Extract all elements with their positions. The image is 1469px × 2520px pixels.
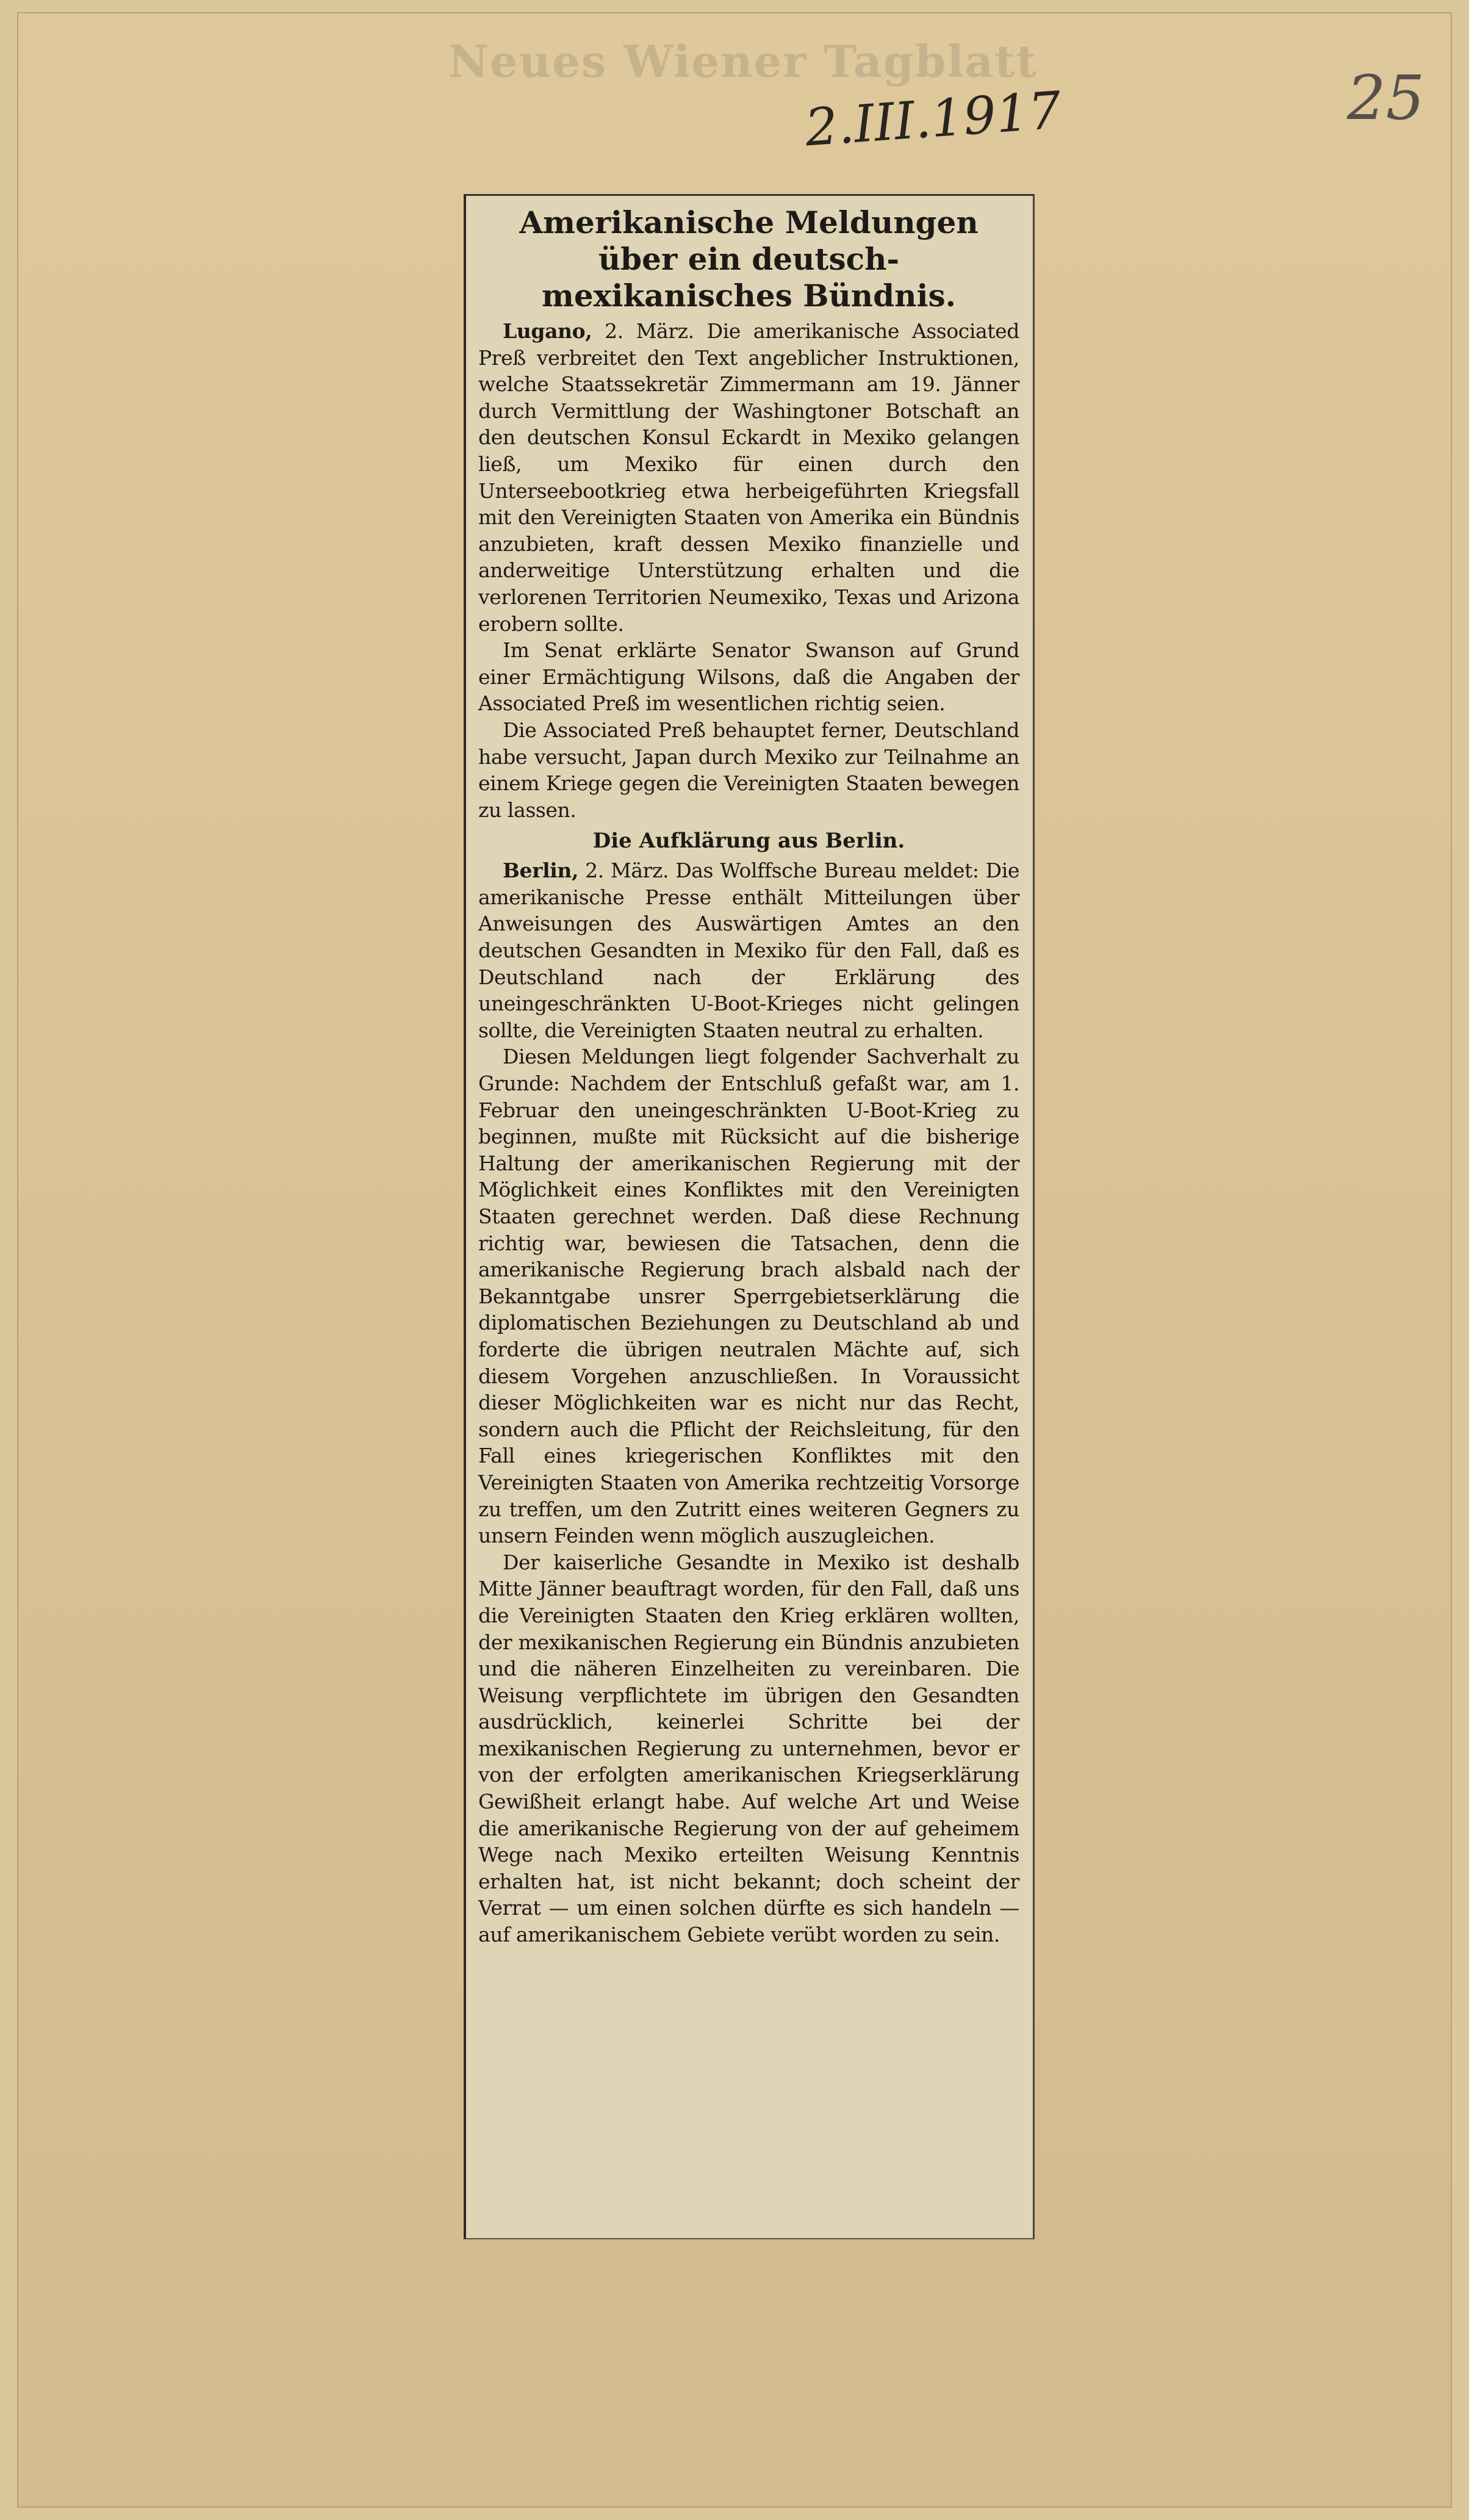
- newspaper-clipping: [464, 194, 1035, 2239]
- paragraph-berlin-text: 2. März. Das Wolffsche Bureau meldet: Die amerikanische Presse enthält Mitteilungen über Anweisungen des Auswärtigen Amtes an den deutschen Gesandten in Mexiko für den Fall, daß es Deutschland nach der Erklärung des uneingeschränkten U-Boot-Krieges nicht gelingen sollte, die Vereinigten Staaten neutral zu erhalten.: [478, 859, 1020, 1042]
- page-number: 25: [1347, 62, 1425, 134]
- newspaper-stamp: Neues Wiener Tagblatt: [448, 35, 1038, 87]
- paragraph-berlin: [478, 857, 1019, 1043]
- article-subheading: Die Aufklärung aus Berlin.: [592, 829, 905, 854]
- paragraph-lugano: [478, 318, 1019, 637]
- dateline-berlin: Berlin,: [503, 859, 579, 883]
- paragraph-gesandte: Der kaiserliche Gesandte in Mexiko ist deshalb Mitte Jänner beauftragt worden, für den Fall, daß uns die Vereinigten Staaten den Krieg erklären wollten, der mexikanischen Regierung ein Bündnis anzubieten und die näheren Einzelheiten zu vereinbaren. Die Weisung verpflichtete im übrigen den Gesandten ausdrücklich, keinerlei Schritte bei der mexikanischen Regierung zu unternehmen, bevor er von der erfolgten amerikanischen Kriegserklärung Gewißheit erlangt habe. Auf welche Art und Weise die amerikanische Regierung von der auf geheimem Wege nach Mexiko erteilten Weisung Kenntnis erhalten hat, ist nicht bekannt; doch scheint der Verrat — um einen solchen dürfte es sich handeln — auf amerikanischem Gebiete verübt worden zu sein.: [478, 1550, 1019, 1947]
- handwritten-date: 2.III.1917: [803, 80, 1063, 158]
- paragraph-senate: Im Senat erklärte Senator Swanson auf Grund einer Ermächtigung Wilsons, daß die Angaben der Associated Preß im wesentlichen richtig seien.: [478, 638, 1019, 716]
- paragraph-sachverhalt: Diesen Meldungen liegt folgender Sachverhalt zu Grunde: Nachdem der Entschluß gefaßt war, am 1. Februar den uneingeschränkten U-Boot-Krieg zu beginnen, mußte mit Rücksicht auf die bisherige Haltung der amerikanischen Regierung mit der Möglichkeit eines Konfliktes mit den Vereinigten Staaten gerechnet werden. Daß diese Rechnung richtig war, bewiesen die Tatsachen, denn die amerikanische Regierung brach alsbald nach der Bekanntgabe unsrer Sperrgebietserklärung die diplomatischen Beziehungen zu Deutschland ab und forderte die übrigen neutralen Mächte auf, sich diesem Vorgehen anzuschließen. In Voraussicht dieser Möglichkeiten war es nicht nur das Recht, sondern auch die Pflicht der Reichsleitung, für den Fall eines kriegerischen Konfliktes mit den Vereinigten Staaten von Amerika rechtzeitig Vorsorge zu treffen, um den Zutritt eines weiteren Gegners zu unsern Feinden wenn möglich auszugleichen.: [478, 1045, 1019, 1548]
- dateline-lugano: Lugano,: [503, 319, 592, 343]
- article-headline: Amerikanische Meldungen über ein deutsch-mexikanisches Bündnis.: [519, 204, 979, 314]
- paragraph-japan: Die Associated Preß behauptet ferner, Deutschland habe versucht, Japan durch Mexiko zur Teilnahme an einem Kriege gegen die Vereinigten Staaten bewegen zu lassen.: [478, 718, 1019, 822]
- paragraph-lugano-text: 2. März. Die amerikanische Associated Preß verbreitet den Text angeblicher Instruktionen, welche Staatssekretär Zimmermann am 19. Jänner durch Vermittlung der Washingtoner Botschaft an den deutschen Konsul Eckardt in Mexiko gelangen ließ, um Mexiko für einen durch den Unterseebootkrieg etwa herbeigeführten Kriegsfall mit den Vereinigten Staaten von Amerika ein Bündnis anzubieten, kraft dessen Mexiko finanzielle und anderweitige Unterstützung erhalten und die verlorenen Territorien Neumexiko, Texas und Arizona erobern sollte.: [478, 319, 1020, 636]
